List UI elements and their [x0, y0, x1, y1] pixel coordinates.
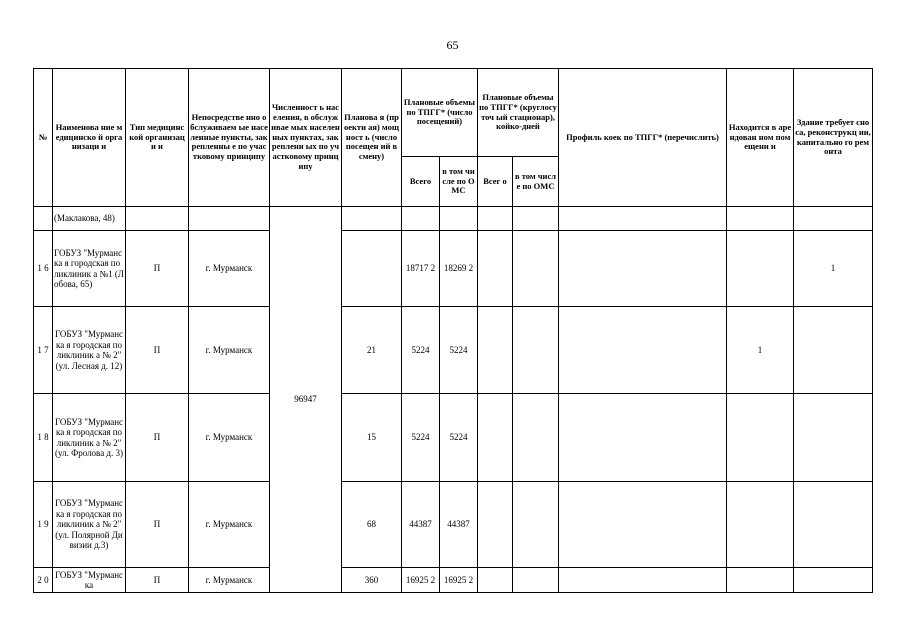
header-oms2: в том числе по ОМС [513, 157, 559, 207]
cell-profile [559, 482, 727, 568]
cell-profile [559, 207, 727, 231]
cell-num: 1 8 [34, 394, 53, 482]
header-points: Непосредстве нно обслуживаем ые населенные пункты, закрепленны е по участковому принципу [189, 69, 270, 207]
header-population: Численност ь населения, в обслуживае мых населенных пунктах, закреплени ых по участковому принципу [270, 69, 342, 207]
table-row [34, 231, 873, 307]
cell-oms2 [513, 394, 559, 482]
cell-rented [727, 207, 794, 231]
cell-repair: 1 [794, 231, 873, 307]
cell-repair [794, 568, 873, 593]
cell-type [126, 207, 189, 231]
cell-name: ГОБУЗ "Мурманска [53, 568, 126, 593]
cell-num: 2 0 [34, 568, 53, 593]
table-row [34, 307, 873, 394]
cell-rented [727, 231, 794, 307]
cell-capacity [342, 207, 402, 231]
cell-points: г. Мурманск [189, 394, 270, 482]
cell-name: ГОБУЗ "Мурманска я городская поликлиник а № 2" (ул. Лесная д. 12) [53, 307, 126, 394]
cell-capacity: 21 [342, 307, 402, 394]
cell-total2 [478, 568, 513, 593]
cell-capacity: 360 [342, 568, 402, 593]
cell-capacity [342, 231, 402, 307]
cell-points [189, 207, 270, 231]
table-row [34, 207, 873, 231]
cell-rented: 1 [727, 307, 794, 394]
cell-total2 [478, 394, 513, 482]
cell-rented [727, 482, 794, 568]
cell-num: 1 6 [34, 231, 53, 307]
cell-total2 [478, 207, 513, 231]
header-total2: Всег о [478, 157, 513, 207]
header-oms: в том числе по ОМС [440, 157, 478, 207]
table-row [34, 394, 873, 482]
cell-oms: 18269 2 [440, 231, 478, 307]
cell-oms2 [513, 307, 559, 394]
header-total: Всего [402, 157, 440, 207]
cell-capacity: 68 [342, 482, 402, 568]
cell-total: 5224 [402, 307, 440, 394]
table-row [34, 482, 873, 568]
cell-oms [440, 207, 478, 231]
cell-total: 5224 [402, 394, 440, 482]
header-num: № [34, 69, 53, 207]
cell-total: 44387 [402, 482, 440, 568]
header-tpgg-days: Плановые объемы по ТПГГ* (круглосуточ ый стационар), койко-дней [478, 69, 559, 157]
page-number: 65 [446, 38, 459, 52]
header-repair: Здание требует сноса, реконструкц ии, капитально го ремонта [794, 69, 873, 207]
cell-oms2 [513, 207, 559, 231]
cell-capacity: 15 [342, 394, 402, 482]
cell-oms2 [513, 482, 559, 568]
cell-oms: 16925 2 [440, 568, 478, 593]
header-profile: Профиль коек по ТПГГ* (перечислить) [559, 69, 727, 207]
cell-type: П [126, 394, 189, 482]
header-rented: Находится в арендован ном помещени и [727, 69, 794, 207]
cell-rented [727, 568, 794, 593]
header-type: Тип медицинс кой организаци и [126, 69, 189, 207]
cell-type: П [126, 482, 189, 568]
cell-repair [794, 394, 873, 482]
cell-num: 1 9 [34, 482, 53, 568]
cell-name: ГОБУЗ "Мурманска я городская поликлиник а № 2" (ул. Полярной Дивизии д.3) [53, 482, 126, 568]
cell-type: П [126, 307, 189, 394]
cell-type: П [126, 568, 189, 593]
cell-total [402, 207, 440, 231]
cell-rented [727, 394, 794, 482]
cell-points: г. Мурманск [189, 568, 270, 593]
cell-oms: 44387 [440, 482, 478, 568]
cell-repair [794, 482, 873, 568]
cell-profile [559, 568, 727, 593]
facilities-table [33, 68, 873, 593]
cell-oms: 5224 [440, 307, 478, 394]
header-name: Наименова ние медицинско й организаци и [53, 69, 126, 207]
cell-total: 18717 2 [402, 231, 440, 307]
cell-profile [559, 307, 727, 394]
cell-oms2 [513, 568, 559, 593]
cell-population: 96947 [270, 207, 342, 593]
cell-type: П [126, 231, 189, 307]
cell-profile [559, 231, 727, 307]
header-tpgg-visits: Плановые объемы по ТПГГ* (число посещений) [402, 69, 478, 157]
cell-num: 1 7 [34, 307, 53, 394]
cell-num [34, 207, 53, 231]
header-capacity: Планова я (проекти ая) мощност ь (число посещен ий в смену) [342, 69, 402, 207]
cell-name: ГОБУЗ "Мурманска я городская поликлиник а № 2" (ул. Фролова д. 3) [53, 394, 126, 482]
table-row [34, 568, 873, 593]
cell-total2 [478, 307, 513, 394]
cell-repair [794, 307, 873, 394]
cell-profile [559, 394, 727, 482]
cell-points: г. Мурманск [189, 307, 270, 394]
cell-repair [794, 207, 873, 231]
cell-oms: 5224 [440, 394, 478, 482]
cell-points: г. Мурманск [189, 482, 270, 568]
cell-total2 [478, 482, 513, 568]
cell-name: (Маклакова, 48) [53, 207, 126, 231]
cell-points: г. Мурманск [189, 231, 270, 307]
cell-total2 [478, 231, 513, 307]
cell-name: ГОБУЗ "Мурманска я городская поликлиник а №1 (Лобова, 65) [53, 231, 126, 307]
cell-total: 16925 2 [402, 568, 440, 593]
cell-oms2 [513, 231, 559, 307]
